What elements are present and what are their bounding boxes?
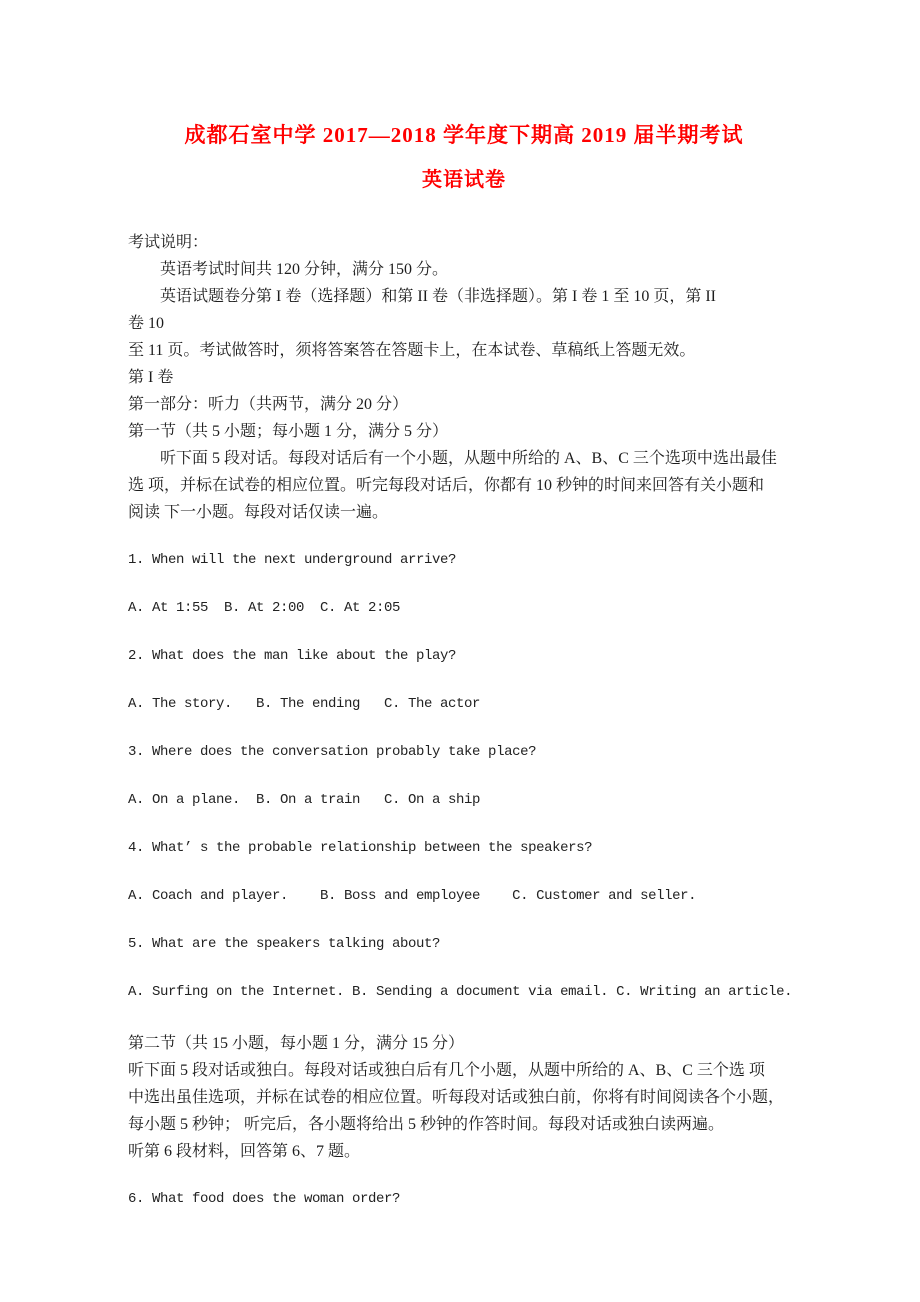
- question-text: 3. Where does the conversation probably take place?: [128, 744, 537, 760]
- question-text: 6. What food does the woman order?: [128, 1191, 401, 1207]
- section-one-heading: 第一节（共 5 小题；每小题 1 分，满分 5 分）: [128, 423, 449, 440]
- page-title: 成都石室中学 2017—2018 学年度下期高 2019 届半期考试: [184, 123, 744, 147]
- option-text: A. Coach and player. B. Boss and employee C. Customer and seller.: [128, 888, 697, 904]
- text-line: 听下面 5 段对话或独白。每段对话或独白后有几个小题，从题中所给的 A、B、C 三个选 项: [128, 1062, 765, 1079]
- question-text: 4. What’ s the probable relationship between the speakers?: [128, 840, 593, 856]
- section-two-instructions: [128, 1030, 800, 1165]
- section-one-questions: [128, 550, 800, 1002]
- option-text: A. The story. B. The ending C. The actor: [128, 696, 481, 712]
- part-one-heading: 第 I 卷: [128, 369, 174, 386]
- text-line: 选 项，并标在试卷的相应位置。听完每段对话后，你都有 10 秒钟的时间来回答有关小题和: [128, 477, 765, 494]
- text-line: 听下面 5 段对话。每段对话后有一个小题，从题中所给的 A、B、C 三个选项中选出最佳: [160, 450, 777, 467]
- text-line: 至 11 页。考试做答时，须将答案答在答题卡上，在本试卷、草稿纸上答题无效。: [128, 342, 696, 359]
- exam-instructions: [128, 229, 800, 526]
- question-text: 2. What does the man like about the play?: [128, 648, 457, 664]
- text-line: 英语考试时间共 120 分钟，满分 150 分。: [160, 261, 449, 278]
- question-text: 5. What are the speakers talking about?: [128, 936, 441, 952]
- text-line: 每小题 5 秒钟； 听完后，各小题将给出 5 秒钟的作答时间。每段对话或独白读两遍。: [128, 1116, 725, 1133]
- question-text: 1. When will the next underground arrive?: [128, 552, 457, 568]
- text-line: 听第 6 段材料，回答第 6、7 题。: [128, 1143, 361, 1160]
- text-line: 卷 10: [128, 315, 165, 332]
- section-two-heading: 第二节（共 15 小题，每小题 1 分，满分 15 分）: [128, 1035, 465, 1052]
- text-line: 英语试题卷分第 I 卷（选择题）和第 II 卷（非选择题）。第 I 卷 1 至 10 页，第 II: [160, 288, 716, 305]
- instructions-heading: 考试说明：: [128, 234, 209, 251]
- option-text: A. At 1:55 B. At 2:00 C. At 2:05: [128, 600, 401, 616]
- listening-section-heading: 第一部分：听力（共两节，满分 20 分）: [128, 396, 409, 413]
- option-text: A. Surfing on the Internet. B. Sending a document via email. C. Writing an article.: [128, 984, 793, 1000]
- page-subtitle: 英语试卷: [422, 169, 506, 191]
- option-text: A. On a plane. B. On a train C. On a ship: [128, 792, 481, 808]
- text-line: 中选出虽佳选项，并标在试卷的相应位置。听每段对话或独白前，你将有时间阅读各个小题，: [128, 1089, 785, 1106]
- text-line: 阅读 下一小题。每段对话仅读一遍。: [128, 504, 389, 521]
